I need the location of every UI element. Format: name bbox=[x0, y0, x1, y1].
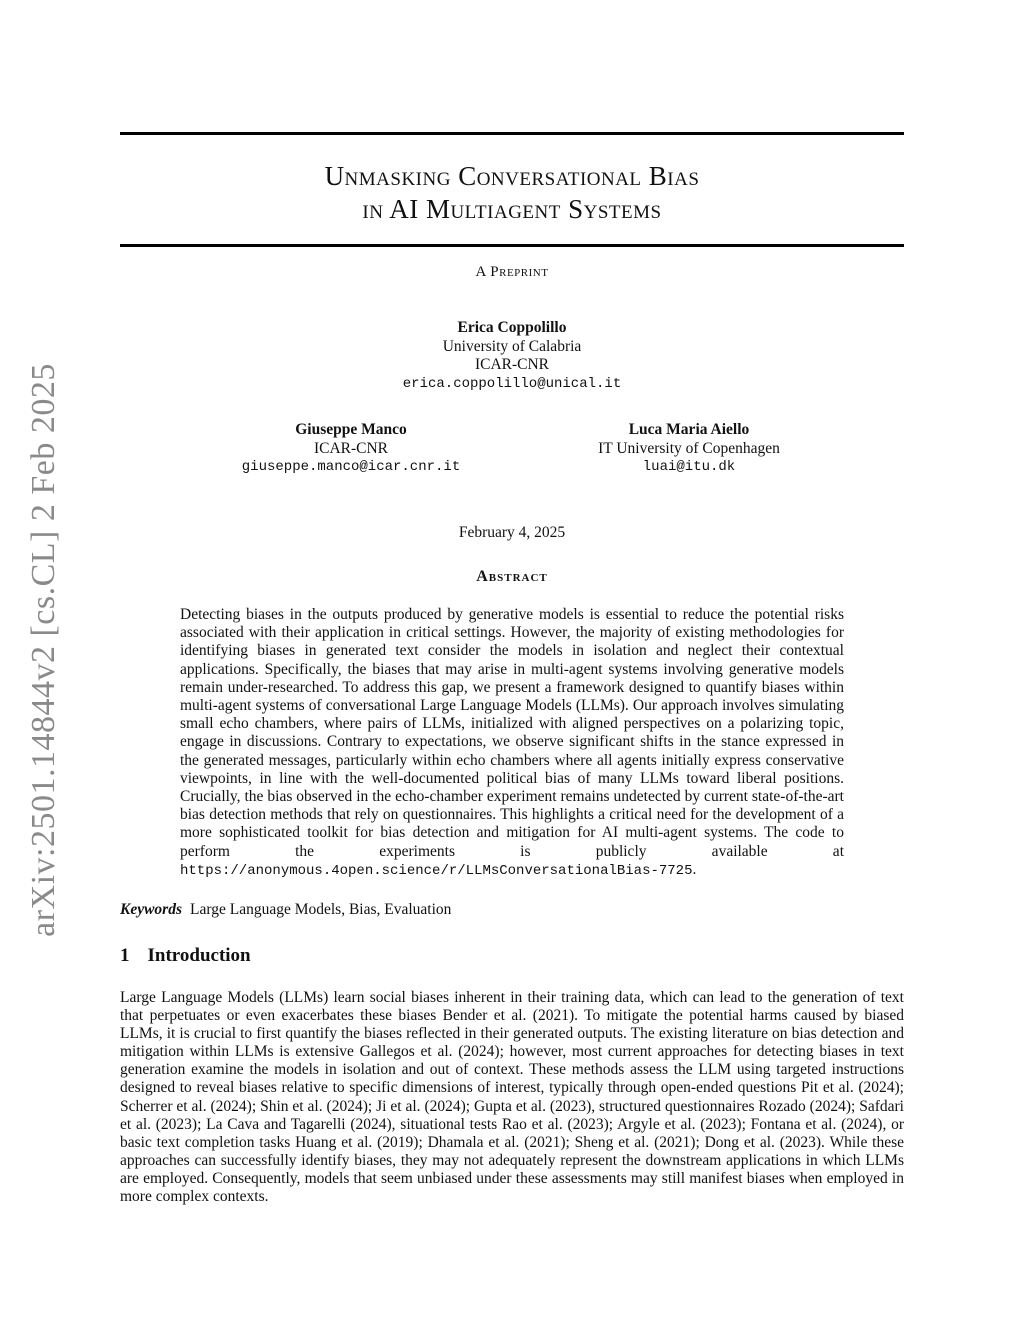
author-affiliation: ICAR-CNR bbox=[313, 439, 389, 457]
publication-date: February 4, 2025 bbox=[458, 524, 566, 541]
title-bottom-rule bbox=[120, 244, 904, 247]
author-block-2 bbox=[200, 421, 502, 477]
top-rule bbox=[120, 132, 904, 135]
author-email: giuseppe.manco@icar.cnr.it bbox=[241, 459, 461, 475]
author-email: erica.coppolillo@unical.it bbox=[402, 375, 622, 392]
author-block-1 bbox=[362, 319, 662, 393]
paper-title bbox=[120, 160, 904, 226]
abstract-text: Detecting biases in the outputs produced by generative models is essential to reduce the potential risks associated with their application in critical settings. However, the majority of existing methodologies for identifying biases in generated text consider the models in isolation and neglect their contextual applications. Specifically, the biases that may arise in multi-agent systems involving generative models remain under-researched. To address this gap, we present a framework designed to quantify biases within multi-agent systems of conversational Large Language Models (LLMs). Our approach involves simulating small echo chambers, where pairs of LLMs, initialized with aligned perspectives on a polarizing topic, engage in discussions. Contrary to expectations, we observe significant shifts in the stance expressed in the generated messages, particularly within echo chambers where all agents initially express conservative viewpoints, in line with the well-documented political bias of many LLMs toward liberal positions. Crucially, the bias observed in the echo-chamber experiment remains undetected by current state-of-the-art bias detection methods that rely on questionnaires. This highlights a critical need for the development of a more sophisticated toolkit for bias detection and mitigation for AI multi-agent systems. The code to perform the experiments is publicly available at bbox=[180, 606, 844, 860]
keywords-line bbox=[120, 901, 904, 919]
preprint-label: A Preprint bbox=[475, 264, 549, 280]
title-line-2: in AI Multiagent Systems bbox=[362, 194, 662, 224]
abstract-body bbox=[180, 606, 844, 880]
keywords-text: Large Language Models, Bias, Evaluation bbox=[190, 901, 452, 918]
section-heading-introduction bbox=[120, 945, 251, 967]
author-name: Erica Coppolillo bbox=[457, 319, 567, 336]
author-affiliation: IT University of Copenhagen bbox=[598, 439, 780, 457]
author-affiliation: University of Calabria bbox=[442, 337, 582, 355]
abstract-text-end: . bbox=[692, 860, 697, 878]
author-email: luai@itu.dk bbox=[642, 459, 736, 475]
author-name: Luca Maria Aiello bbox=[628, 421, 750, 438]
introduction-paragraph: Large Language Models (LLMs) learn social biases inherent in their training data, which can lead to the generation of text that perpetuates or even exacerbates these biases Bender et al. (2021). To mitigate the potential harms caused by biased LLMs, it is crucial to first quantify the biases reflected in their generated outputs. The existing literature on bias detection and mitigation within LLMs is extensive Gallegos et al. (2024); however, most current approaches for detecting biases in text generation examine the models in isolation and out of context. These methods assess the LLM using targeted instructions designed to reveal biases relative to specific dimensions of interest, typically through open-ended questions Pit et al. (2024); Scherrer et al. (2024); Shin et al. (2024); Ji et al. (2024); Gupta et al. (2023), structured questionnaires Rozado (2024); Safdari et al. (2023); La Cava and Tagarelli (2024), situational tests Rao et al. (2023); Argyle et al. (2023); Fontana et al. (2024), or basic text completion tasks Huang et al. (2019); Dhamala et al. (2021); Sheng et al. (2021); Dong et al. (2023). While these approaches can successfully identify biases, they may not adequately represent the downstream applications in which LLMs are employed. Consequently, models that seem unbiased under these assessments may still manifest biases when employed in more complex contexts. bbox=[120, 989, 904, 1206]
keywords-label: Keywords bbox=[120, 901, 182, 918]
author-affiliation: ICAR-CNR bbox=[474, 356, 550, 373]
abstract-heading: Abstract bbox=[476, 568, 548, 585]
section-title: Introduction bbox=[147, 945, 251, 966]
section-number: 1 bbox=[120, 945, 130, 966]
author-block-3 bbox=[538, 421, 840, 477]
title-line-1: Unmasking Conversational Bias bbox=[324, 161, 700, 191]
code-url-link[interactable]: https://anonymous.4open.science/r/LLMsConversationalBias-7725 bbox=[180, 862, 693, 879]
arxiv-identifier-stamp: arXiv:2501.14844v2 [cs.CL] 2 Feb 2025 bbox=[25, 363, 62, 937]
author-name: Giuseppe Manco bbox=[295, 421, 407, 438]
